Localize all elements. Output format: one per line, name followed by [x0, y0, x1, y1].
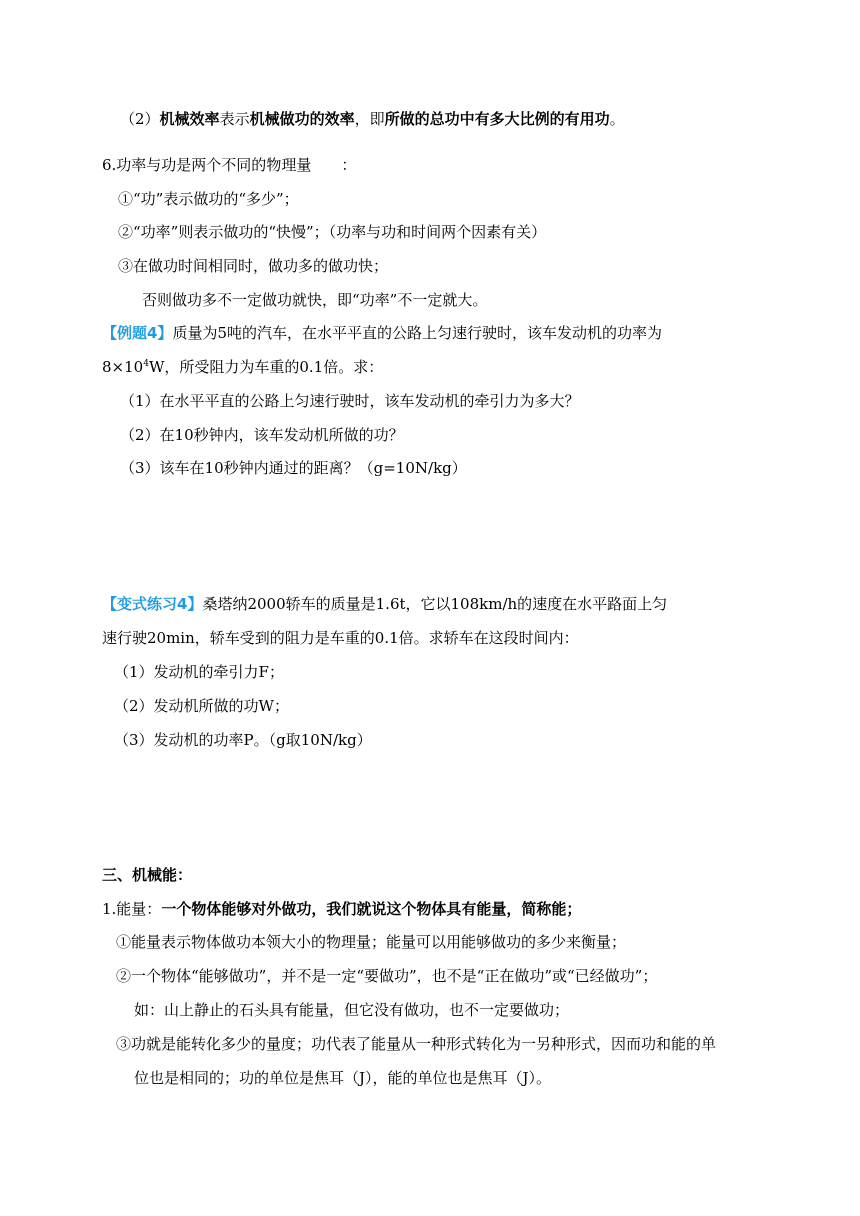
term-work-efficiency: 机械做功的效率 — [249, 110, 355, 128]
text-segment: 表示 — [219, 110, 250, 128]
section-6-heading: 6.功率与功是两个不同的物理量 ： — [102, 156, 357, 174]
variant-4-line-2: 速行驶20min，轿车受到的阻力是车重的0.1倍。求轿车在这段时间内： — [102, 629, 579, 647]
variant-4-question-1: （1）发动机的牵引力F； — [114, 663, 284, 681]
section-6-item-4: 否则做功多不一定做功就快，即“功率”不一定就大。 — [142, 291, 488, 309]
example-4-question-2: （2）在10秒钟内，该车发动机所做的功？ — [120, 426, 404, 444]
variant-4-question-2: （2）发动机所做的功W； — [114, 697, 289, 715]
example-4-tag: 【例题4】 — [102, 324, 173, 342]
variant-4-question-3: （3）发动机的功率P。（g取10N/kg） — [114, 731, 372, 749]
example-4-text: 质量为5吨的汽车，在水平平直的公路上匀速行驶时，该车发动机的功率为 — [172, 324, 662, 342]
variant-4-tag: 【变式练习4】 — [102, 595, 203, 613]
example-4-text: W，所受阻力为车重的0.1倍。求： — [148, 358, 384, 376]
term-mechanical-efficiency: 机械效率 — [159, 110, 220, 128]
power-value: 8×10 — [102, 358, 144, 376]
section-6-item-2: ②“功率”则表示做功的“快慢”；（功率与功和时间两个因素有关） — [118, 223, 547, 241]
energy-item-3-cont: 位也是相同的；功的单位是焦耳（J），能的单位也是焦耳（J）。 — [134, 1069, 552, 1087]
energy-item-3: ③功就是能转化多少的量度；功代表了能量从一种形式转化为一另种形式，因而功和能的单 — [116, 1035, 717, 1053]
term-useful-work-ratio: 所做的总功中有多大比例的有用功 — [384, 110, 610, 128]
energy-definition — [102, 899, 581, 919]
example-4-line-2 — [102, 357, 383, 377]
power-exponent: 4 — [143, 359, 149, 369]
text-segment: 。 — [609, 110, 625, 128]
energy-item-2-example: 如：山上静止的石头具有能量，但它没有做功，也不一定要做功； — [134, 1001, 570, 1019]
energy-label: 1.能量： — [102, 900, 162, 918]
efficiency-point-2 — [120, 109, 625, 129]
variant-4-line-1 — [102, 594, 667, 614]
energy-definition-text: 一个物体能够对外做功，我们就说这个物体具有能量，简称能； — [161, 900, 582, 918]
section-6-item-3: ③在做功时间相同时，做功多的做功快； — [118, 257, 389, 275]
section-6-item-1: ①“功”表示做功的“多少”； — [118, 190, 299, 208]
energy-item-1: ①能量表示物体做功本领大小的物理量；能量可以用能够做功的多少来衡量； — [116, 933, 627, 951]
text-segment: ，即 — [354, 110, 385, 128]
section-3-title: 三、机械能： — [102, 866, 193, 884]
variant-4-text: 桑塔纳2000轿车的质量是1.6t，它以108km/h的速度在水平路面上匀 — [202, 595, 668, 613]
example-4-line-1 — [102, 323, 662, 343]
energy-item-2: ②一个物体“能够做功”，并不是一定“要做功”，也不是“正在做功”或“已经做功”； — [116, 967, 658, 985]
point-number: （2） — [120, 110, 160, 128]
example-4-question-3: （3）该车在10秒钟内通过的距离？（g=10N/kg） — [120, 459, 467, 477]
example-4-question-1: （1）在水平平直的公路上匀速行驶时，该车发动机的牵引力为多大？ — [120, 392, 580, 410]
